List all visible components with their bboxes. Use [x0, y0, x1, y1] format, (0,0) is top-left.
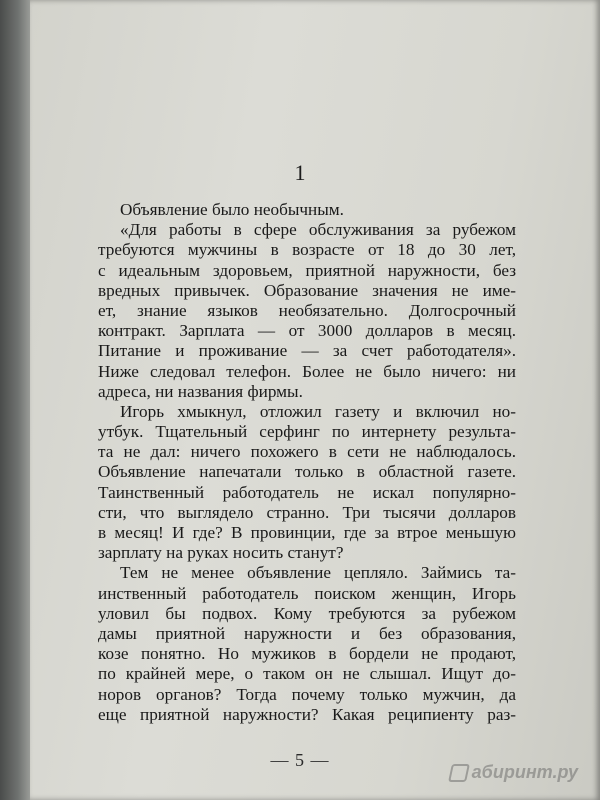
text-line: требуются мужчины в возрасте от 18 до 30 лет, [98, 240, 516, 260]
text-line: утбук. Тщательный серфинг по интернету результа- [98, 422, 516, 442]
text-line: Питание и проживание — за счет работодателя». [98, 341, 516, 361]
text-line: с идеальным здоровьем, приятной наружности, без [98, 260, 516, 280]
chapter-number: 1 [294, 160, 306, 185]
text-line: дамы приятной наружности и без образования, [98, 623, 516, 643]
text-line: Объявление напечатали только в областной газете. [98, 462, 516, 482]
text-line: норов органов? Тогда почему только мужчин, да [98, 684, 516, 704]
text-line: Таинственный работодатель не искал популярно- [98, 482, 516, 502]
text-line: сти, что выглядело странно. Три тысячи долларов [98, 502, 516, 522]
watermark [450, 762, 578, 783]
labirint-logo-icon [448, 764, 470, 782]
text-line: в месяц! И где? В провинции, где за втрое меньшую [98, 523, 516, 542]
text-line: контракт. Зарплата — от 3000 долларов в месяц. [98, 321, 516, 341]
text-line: Игорь хмыкнул, отложил газету и включил но- [120, 401, 516, 421]
page-number: — 5 — [270, 750, 330, 770]
text-line: адреса, ни названия фирмы. [98, 381, 303, 401]
body-text [98, 200, 516, 725]
text-line: инственный работодатель поиском женщин, Игорь [98, 583, 516, 603]
text-line: по крайней мере, о таком он не слышал. Ищут до- [98, 664, 516, 684]
text-line: зарплату на руках носить станут? [98, 543, 344, 563]
text-line: «Для работы в сфере обслуживания за рубежом [120, 220, 516, 240]
text-line: еще приятной наружности? Какая реципиенту раз- [98, 704, 516, 724]
text-line: ет, знание языков необязательно. Долгосрочный [98, 300, 516, 320]
text-line: Тем не менее объявление цепляло. Займись та- [120, 563, 516, 583]
text-line: та не дал: ничего похожего в сети не наблюдалось. [98, 442, 516, 462]
watermark-text: абиринт.ру [471, 762, 578, 782]
text-line: козе понятно. Но мужиков в бордели не продают, [98, 644, 516, 664]
text-line: Ниже следовал телефон. Более не было ничего: ни [98, 361, 516, 381]
text-line: вредных привычек. Образование значения не име- [98, 280, 516, 300]
text-line: уловил бы подвох. Кому требуются за рубежом [98, 603, 516, 623]
text-line: Объявление было необычным. [120, 200, 344, 219]
book-gutter [0, 0, 30, 800]
